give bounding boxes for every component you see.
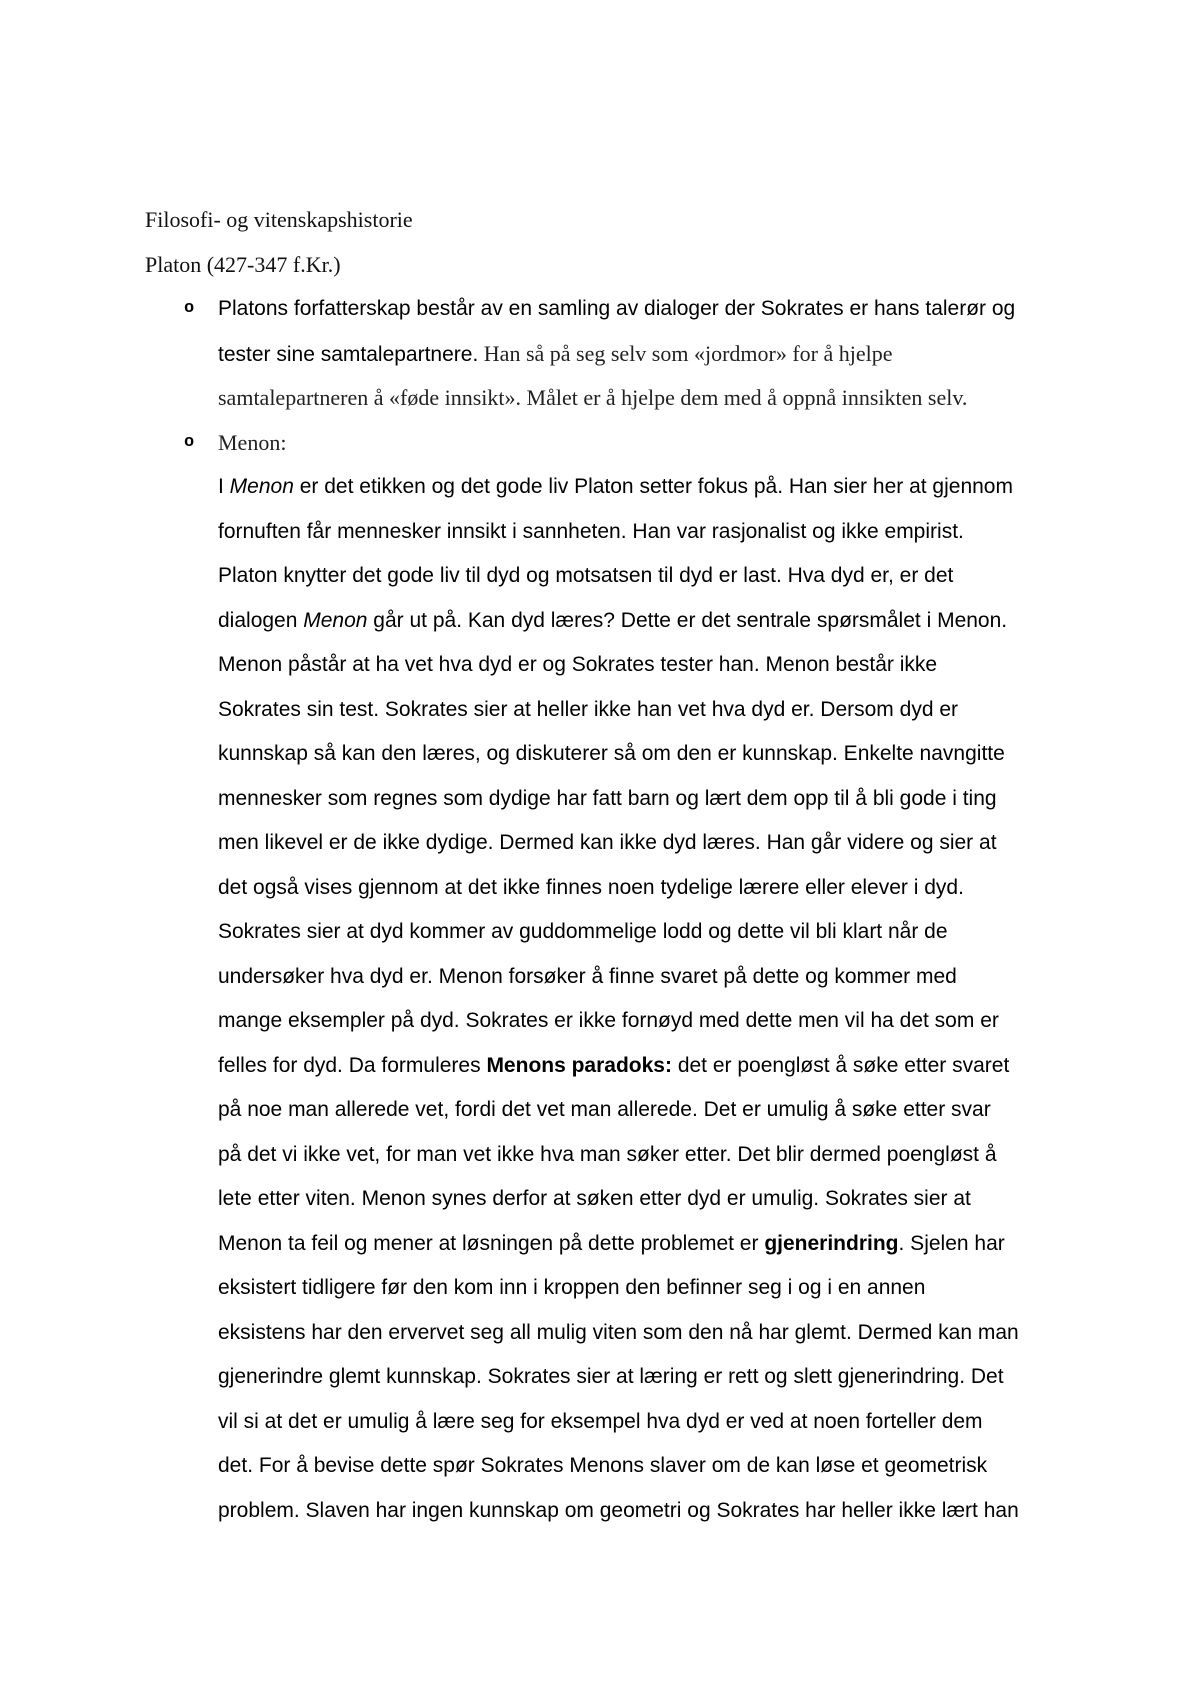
body-line: men likevel er de ikke dydige. Dermed kan ikke dyd læres. Han går videre og sier at [218, 831, 997, 854]
bold-term: Menons paradoks: [486, 1053, 672, 1077]
body-line: fornuften får mennesker innsikt i sannheten. Han var rasjonalist og ikke empirist. [218, 519, 964, 543]
body-line [218, 332, 1200, 377]
text-run: I [218, 475, 230, 498]
bold-term: gjenerindring [764, 1231, 899, 1255]
body-line: mennesker som regnes som dydige har fatt barn og lært dem opp til å bli gode i ting [218, 786, 997, 810]
text-run: felles for dyd. Da formuleres [218, 1053, 487, 1077]
text-run: det er poengløst å søke etter svaret [671, 1053, 1010, 1077]
text-run: dialogen [218, 608, 304, 632]
body-line [218, 599, 1200, 644]
italic-work-title: Menon [303, 608, 368, 632]
document-title: Filosofi- og vitenskapshistorie [145, 207, 413, 232]
body-line: Sokrates sin test. Sokrates sier at heller ikke han vet hva dyd er. Dersom dyd er [218, 697, 959, 721]
body-line: Menon påstår at ha vet hva dyd er og Sokrates tester han. Menon består ikke [218, 653, 938, 676]
bullet-marker: o [184, 299, 195, 318]
text-run: er det etikken og det gode liv Platon setter fokus på. Han sier her at gjennom [293, 475, 1013, 498]
body-line: Platon knytter det gode liv til dyd og motsatsen til dyd er last. Hva dyd er, er det [218, 564, 954, 587]
text-run: Han så på seg selv som «jordmor» for å hjelpe [478, 340, 893, 366]
text-run: tester sine samtalepartnere. [218, 342, 479, 366]
body-line: problem. Slaven har ingen kunnskap om geometri og Sokrates har heller ikke lært han [218, 1498, 1019, 1522]
body-line: på det vi ikke vet, for man vet ikke hva man søker etter. Det blir dermed poengløst å [218, 1142, 997, 1166]
italic-work-title: Menon [229, 475, 294, 498]
list-item-menon [184, 421, 1200, 1534]
list-item-heading: Menon: [218, 429, 287, 455]
body-line: Sokrates sier at dyd kommer av guddommelige lodd og dette vil bli klart når de [218, 920, 948, 943]
list-item-platon-authorship [184, 287, 1200, 421]
body-line: eksistens har den ervervet seg all mulig viten som den nå har glemt. Dermed kan man [218, 1320, 1019, 1344]
text-run: Menon ta feil og mener at løsningen på dette problemet er [218, 1231, 765, 1255]
body-line [218, 1222, 1200, 1267]
body-line [218, 1044, 1200, 1089]
text-run: . Sjelen har [898, 1231, 1005, 1255]
document-subtitle: Platon (427-347 f.Kr.) [145, 251, 341, 277]
body-line: det. For å bevise dette spør Sokrates Menons slaver om de kan løse et geometrisk [218, 1454, 988, 1477]
body-line: vil si at det er umulig å lære seg for eksempel hva dyd er ved at noen forteller dem [218, 1409, 983, 1433]
body-line: på noe man allerede vet, fordi det vet man allerede. Det er umulig å søke etter svar [218, 1098, 991, 1121]
body-line: lete etter viten. Menon synes derfor at søken etter dyd er umulig. Sokrates sier at [218, 1187, 971, 1210]
body-line: mange eksempler på dyd. Sokrates er ikke fornøyd med dette men vil ha det som er [218, 1009, 999, 1032]
body-line: samtalepartneren å «føde innsikt». Målet er å hjelpe dem med å oppnå innsikten selv. [218, 385, 968, 410]
body-line: Platons forfatterskap består av en samling av dialoger der Sokrates er hans talerør og [218, 297, 1016, 320]
body-line: gjenerindre glemt kunnskap. Sokrates sier at læring er rett og slett gjenerindring. Det [218, 1365, 1004, 1388]
body-line: undersøker hva dyd er. Menon forsøker å finne svaret på dette og kommer med [218, 964, 957, 988]
body-line: eksistert tidligere før den kom inn i kroppen den befinner seg i og i en annen [218, 1276, 926, 1299]
body-line: det også vises gjennom at det ikke finnes noen tydelige lærere eller elever i dyd. [218, 875, 964, 899]
body-line [218, 465, 1200, 510]
body-line: kunnskap så kan den læres, og diskuterer så om den er kunnskap. Enkelte navngitte [218, 742, 1005, 765]
text-run: går ut på. Kan dyd læres? Dette er det sentrale spørsmålet i Menon. [367, 608, 1008, 632]
bullet-marker: o [184, 432, 195, 452]
